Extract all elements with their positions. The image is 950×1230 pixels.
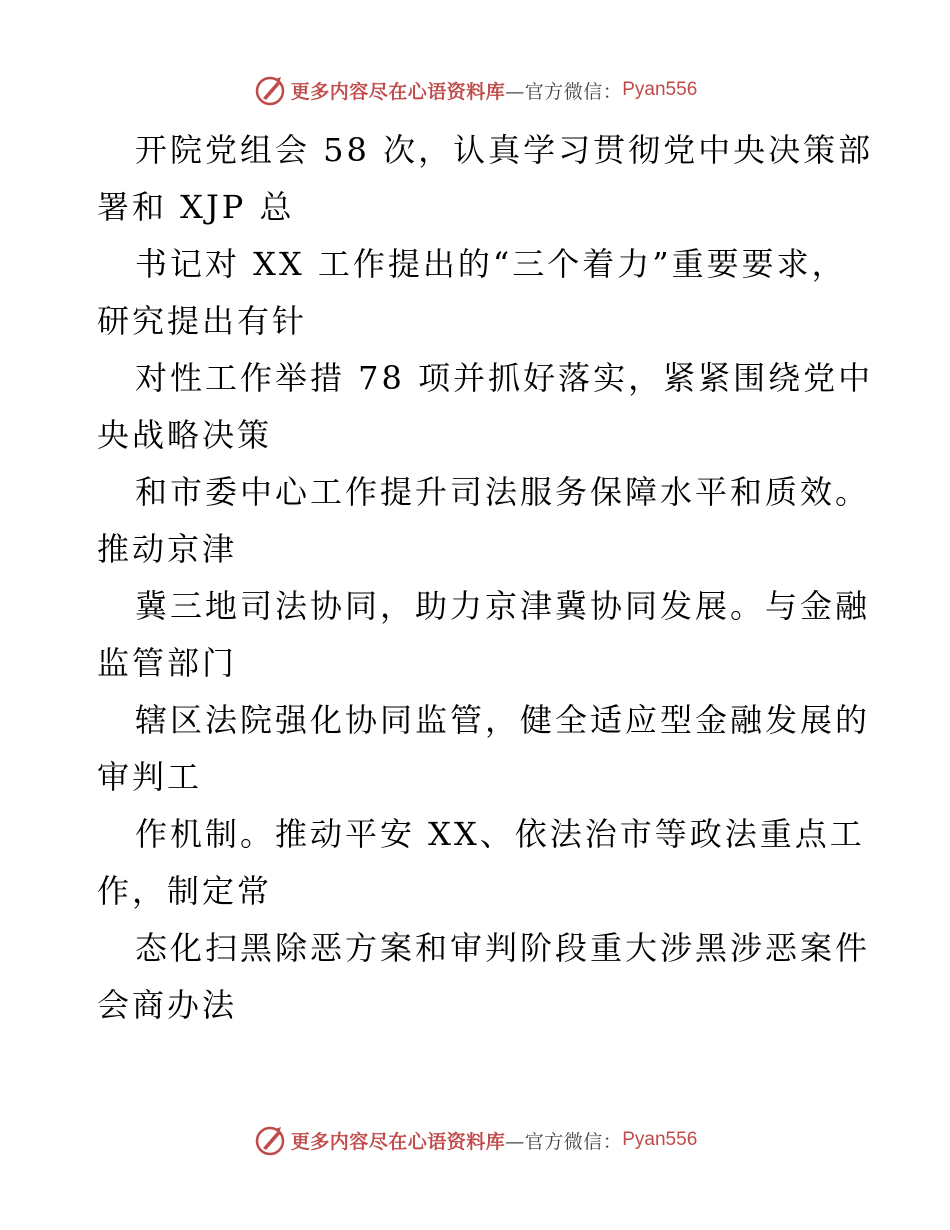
body-line: 会商办法 bbox=[97, 986, 238, 1024]
footer-watermark-separator: —官方微信： bbox=[505, 1130, 623, 1153]
body-line: 审判工 bbox=[97, 758, 203, 796]
body-line: 冀三地司法协同，助力京津冀协同发展。与金融 bbox=[135, 587, 871, 625]
body-line: 研究提出有针 bbox=[97, 302, 308, 340]
body-line: 作机制。推动平安 XX、依法治市等政法重点工 bbox=[135, 815, 865, 853]
quill-circle-logo-icon bbox=[253, 73, 287, 107]
header-watermark-separator: —官方微信： bbox=[505, 80, 623, 103]
header-watermark-account: Pyan556 bbox=[622, 79, 698, 100]
body-line: 署和 XJP 总 bbox=[97, 188, 295, 226]
footer-watermark-text: 更多内容尽在心语资料库 bbox=[290, 1130, 506, 1153]
body-line: 央战略决策 bbox=[97, 416, 273, 454]
body-line: 书记对 XX 工作提出的“三个着力”重要要求， bbox=[135, 245, 847, 283]
document-body bbox=[97, 122, 874, 1034]
header-watermark-text: 更多内容尽在心语资料库 bbox=[290, 80, 506, 103]
body-line: 对性工作举措 78 项并抓好落实，紧紧围绕党中 bbox=[135, 359, 874, 397]
body-line: 态化扫黑除恶方案和审判阶段重大涉黑涉恶案件 bbox=[135, 929, 871, 967]
footer-watermark-account: Pyan556 bbox=[622, 1129, 698, 1150]
quill-circle-logo-icon bbox=[253, 1123, 287, 1157]
body-line: 监管部门 bbox=[97, 644, 238, 682]
body-line: 和市委中心工作提升司法服务保障水平和质效。 bbox=[135, 473, 871, 511]
footer-watermark-banner bbox=[0, 1120, 950, 1160]
body-line: 开院党组会 58 次，认真学习贯彻党中央决策部 bbox=[135, 131, 874, 169]
body-line: 推动京津 bbox=[97, 530, 238, 568]
body-line: 作，制定常 bbox=[97, 872, 273, 910]
body-line: 辖区法院强化协同监管，健全适应型金融发展的 bbox=[135, 701, 871, 739]
header-watermark-banner bbox=[0, 70, 950, 110]
